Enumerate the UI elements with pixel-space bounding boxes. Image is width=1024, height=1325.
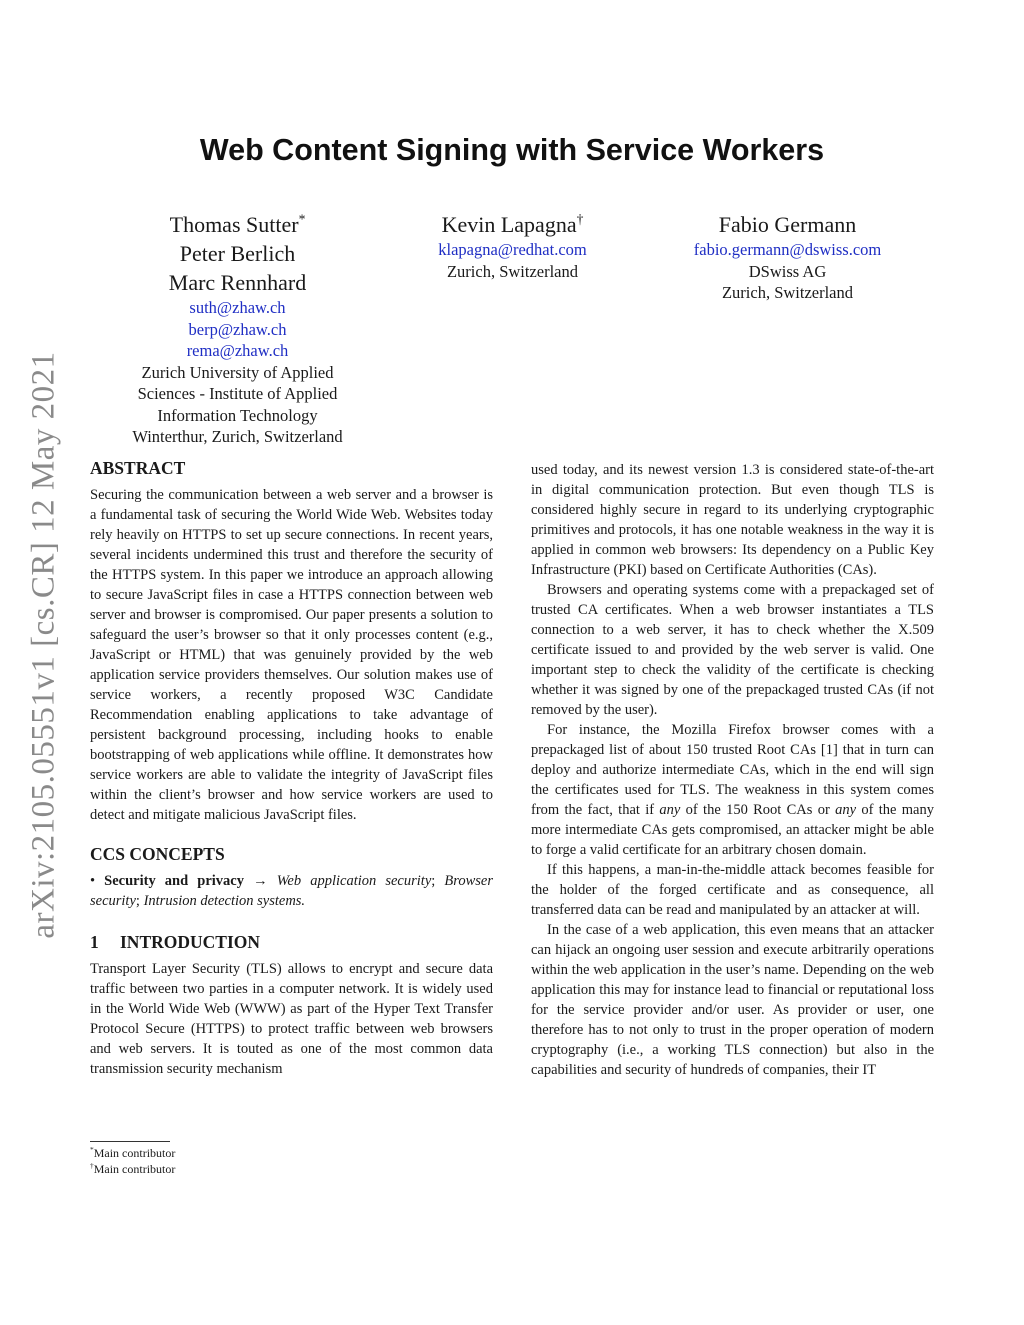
author-email[interactable]: klapagna@redhat.com [438, 240, 587, 259]
arxiv-identifier: arXiv:2105.05551v1 [cs.CR] 12 May 2021 [25, 351, 62, 939]
ccs-concepts: • Security and privacy → Web application security; Browser security; Intrusion detection systems. [90, 873, 493, 909]
author-email[interactable]: fabio.germann@dswiss.com [693, 240, 882, 259]
footnote: †Main contributor [90, 1161, 176, 1176]
right-column [531, 460, 934, 1080]
author-name: Peter Berlich [179, 241, 296, 266]
abstract-heading: ABSTRACT [90, 458, 186, 478]
author-email[interactable]: rema@zhaw.ch [186, 341, 289, 360]
body-paragraph: Browsers and operating systems come with a prepackaged set of trusted CA certificates. When a web browser instantiates a TLS connection to a web server, it has to check whether the X.509 certificate issued to and provided by the web server is valid. One important step to check the validity of the certificate is checking whether it was signed by one of the prepackaged trusted CAs (if not removed by the user). [531, 582, 934, 718]
author-name: Marc Rennhard [168, 270, 307, 295]
abstract-text: Securing the communication between a web server and a browser is a fundamental task of securing the World Wide Web. Websites today rely heavily on HTTPS to set up secure connections. In recent years, several incidents undermined this trust and therefore the security of the HTTPS system. In this paper we introduce an approach allowing to secure JavaScript files in case a HTTPS connection between web server and browser is compromised. Our paper presents a solution to safeguard the user’s browser so that it only processes content (e.g., JavaScript or HTML) that was genuinely provided by the web application service providers themselves. Our solution makes use of service workers, a recently proposed W3C Candidate Recommendation enabling applications to take advantage of persistent background processing, including hooks to enable bootstrapping of web applications while offline. It demonstrates how service workers are able to validate the integrity of JavaScript files within the client’s browser and how service workers are used to detect and mitigate malicious JavaScript files. [90, 487, 493, 823]
author-group-2 [400, 210, 625, 282]
author-name: Fabio Germann [718, 212, 857, 237]
author-group-1 [95, 210, 380, 448]
affiliation-line: Winterthur, Zurich, Switzerland [132, 427, 343, 446]
body-paragraph: If this happens, a man-in-the-middle attack becomes feasible for the holder of the forged certificate and as consequence, all transferred data can be read and manipulated by an attacker at will. [531, 862, 934, 918]
footnote-rule [90, 1141, 170, 1142]
affiliation-line: DSwiss AG [748, 261, 827, 281]
affiliation-line: Zurich, Switzerland [446, 261, 579, 281]
left-column [90, 457, 493, 1079]
body-paragraph: used today, and its newest version 1.3 is considered state-of-the-art in digital communication protection. But even though TLS is considered highly secure in regard to its underlying cryptographic primitives and protocols, it has one notable weakness in the way it is applied in common web browsers: Its dependency on a Public Key Infrastructure (PKI) based on Certificate Authorities (CAs). [531, 462, 934, 578]
footnotes [90, 1141, 340, 1177]
intro-heading: 1 INTRODUCTION [90, 932, 261, 952]
ccs-heading: CCS CONCEPTS [90, 844, 225, 864]
author-group-3 [660, 210, 915, 304]
body-paragraph: For instance, the Mozilla Firefox browser comes with a prepackaged list of about 150 trusted Root CAs [1] that in turn can deploy and authorize intermediate CAs, which in the end will sign the certificates used for TLS. The weakness in this system comes from the fact, that if any of the 150 Root CAs or any of the many more intermediate CAs gets compromised, an attacker might be able to forge a valid certificate for an arbitrary chosen domain. [531, 722, 934, 858]
author-email[interactable]: berp@zhaw.ch [188, 319, 287, 339]
affiliation-line: Zurich University of Applied [141, 362, 334, 382]
author-email[interactable]: suth@zhaw.ch [189, 298, 286, 317]
author-name: Kevin Lapagna† [441, 211, 584, 237]
intro-paragraph: Transport Layer Security (TLS) allows to encrypt and secure data traffic between two parties in a computer network. It is widely used in the World Wide Web (WWW) as part of the Hyper Text Transfer Protocol Secure (HTTPS) to protect traffic between web browsers and web servers. It is touted as one of the most common data transmission security mechanism [90, 961, 493, 1077]
affiliation-line: Information Technology [157, 405, 318, 425]
paper-title: Web Content Signing with Service Workers [199, 133, 825, 167]
footnote: *Main contributor [90, 1145, 176, 1160]
author-name: Thomas Sutter* [169, 211, 306, 237]
body-paragraph: In the case of a web application, this even means that an attacker can hijack an ongoing user session and execute arbitrarily operations within the web application in the user’s name. Depending on the web application this may for instance lead to financial or reputational loss for the service provider and/or user. As provider or user, one therefore has to not only to trust in the proper operation of modern cryptography (i.e., a working TLS connection) but also in the capabilities and security of hundreds of companies, their IT [531, 922, 934, 1078]
affiliation-line: Sciences - Institute of Applied [137, 384, 338, 403]
affiliation-line: Zurich, Switzerland [721, 283, 854, 302]
